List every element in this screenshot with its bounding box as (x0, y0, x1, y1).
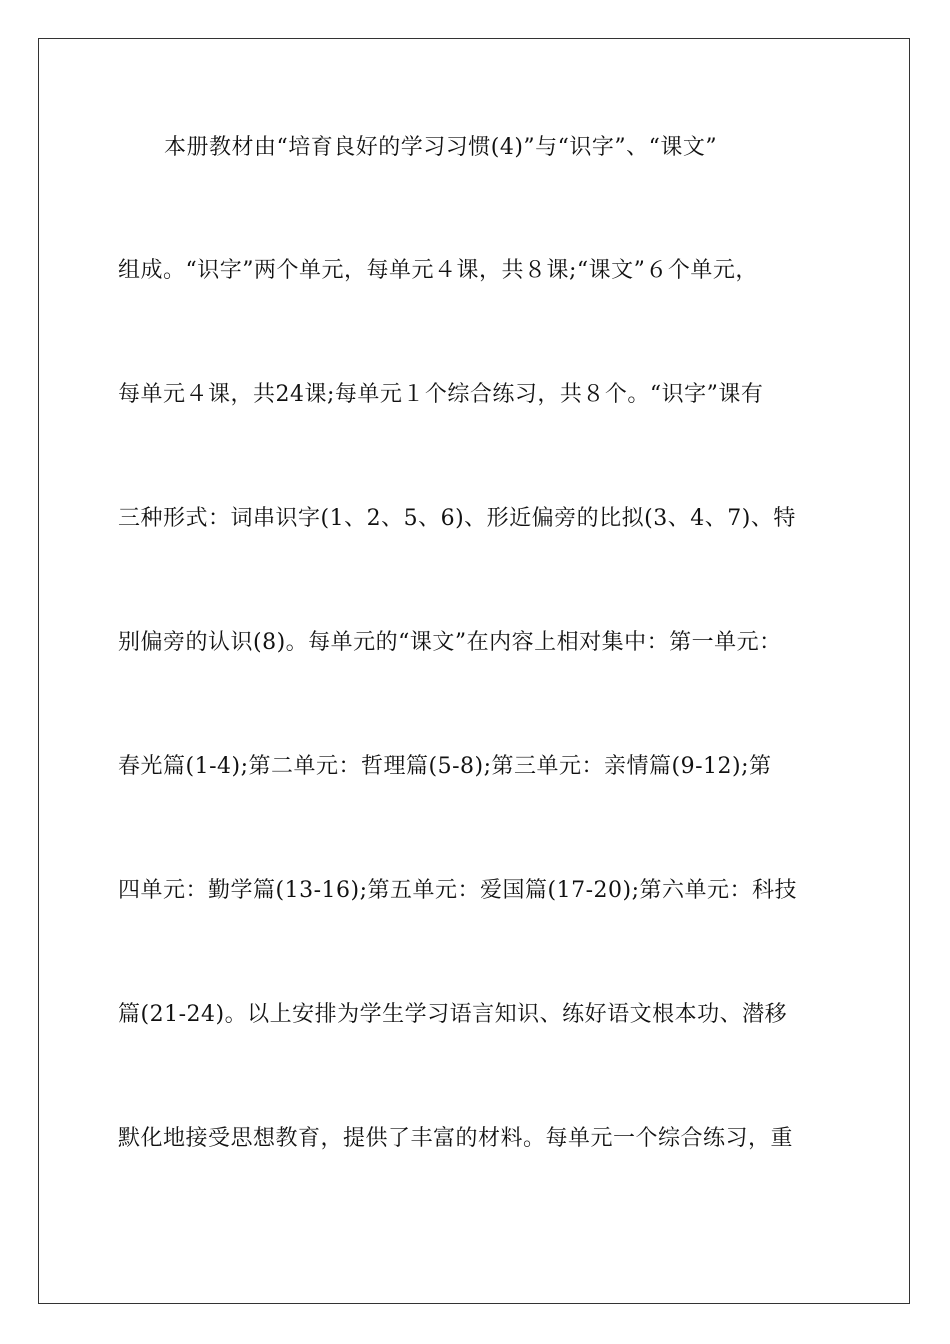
paragraph-line-3: 每单元４课，共24课;每单元１个综合练习，共８个。“识字”课有 (118, 382, 764, 407)
paragraph-line-4: 三种形式：词串识字(1、2、5、6)、形近偏旁的比拟(3、4、7)、特 (118, 506, 796, 531)
page-border (38, 38, 910, 1304)
paragraph-line-1: 本册教材由“培育良好的学习习惯(4)”与“识字”、“课文” (164, 135, 718, 160)
paragraph-line-5: 别偏旁的认识(8)。每单元的“课文”在内容上相对集中：第一单元： (118, 630, 782, 655)
paragraph-line-7: 四单元：勤学篇(13-16);第五单元：爱国篇(17-20);第六单元：科技 (118, 878, 798, 903)
paragraph-line-9: 默化地接受思想教育，提供了丰富的材料。每单元一个综合练习，重 (118, 1126, 794, 1151)
paragraph-line-2: 组成。“识字”两个单元，每单元４课，共８课;“课文”６个单元， (118, 258, 758, 283)
paragraph-line-8: 篇(21-24)。以上安排为学生学习语言知识、练好语文根本功、潜移 (118, 1002, 788, 1027)
paragraph-line-6: 春光篇(1-4);第二单元：哲理篇(5-8);第三单元：亲情篇(9-12);第 (118, 754, 772, 779)
